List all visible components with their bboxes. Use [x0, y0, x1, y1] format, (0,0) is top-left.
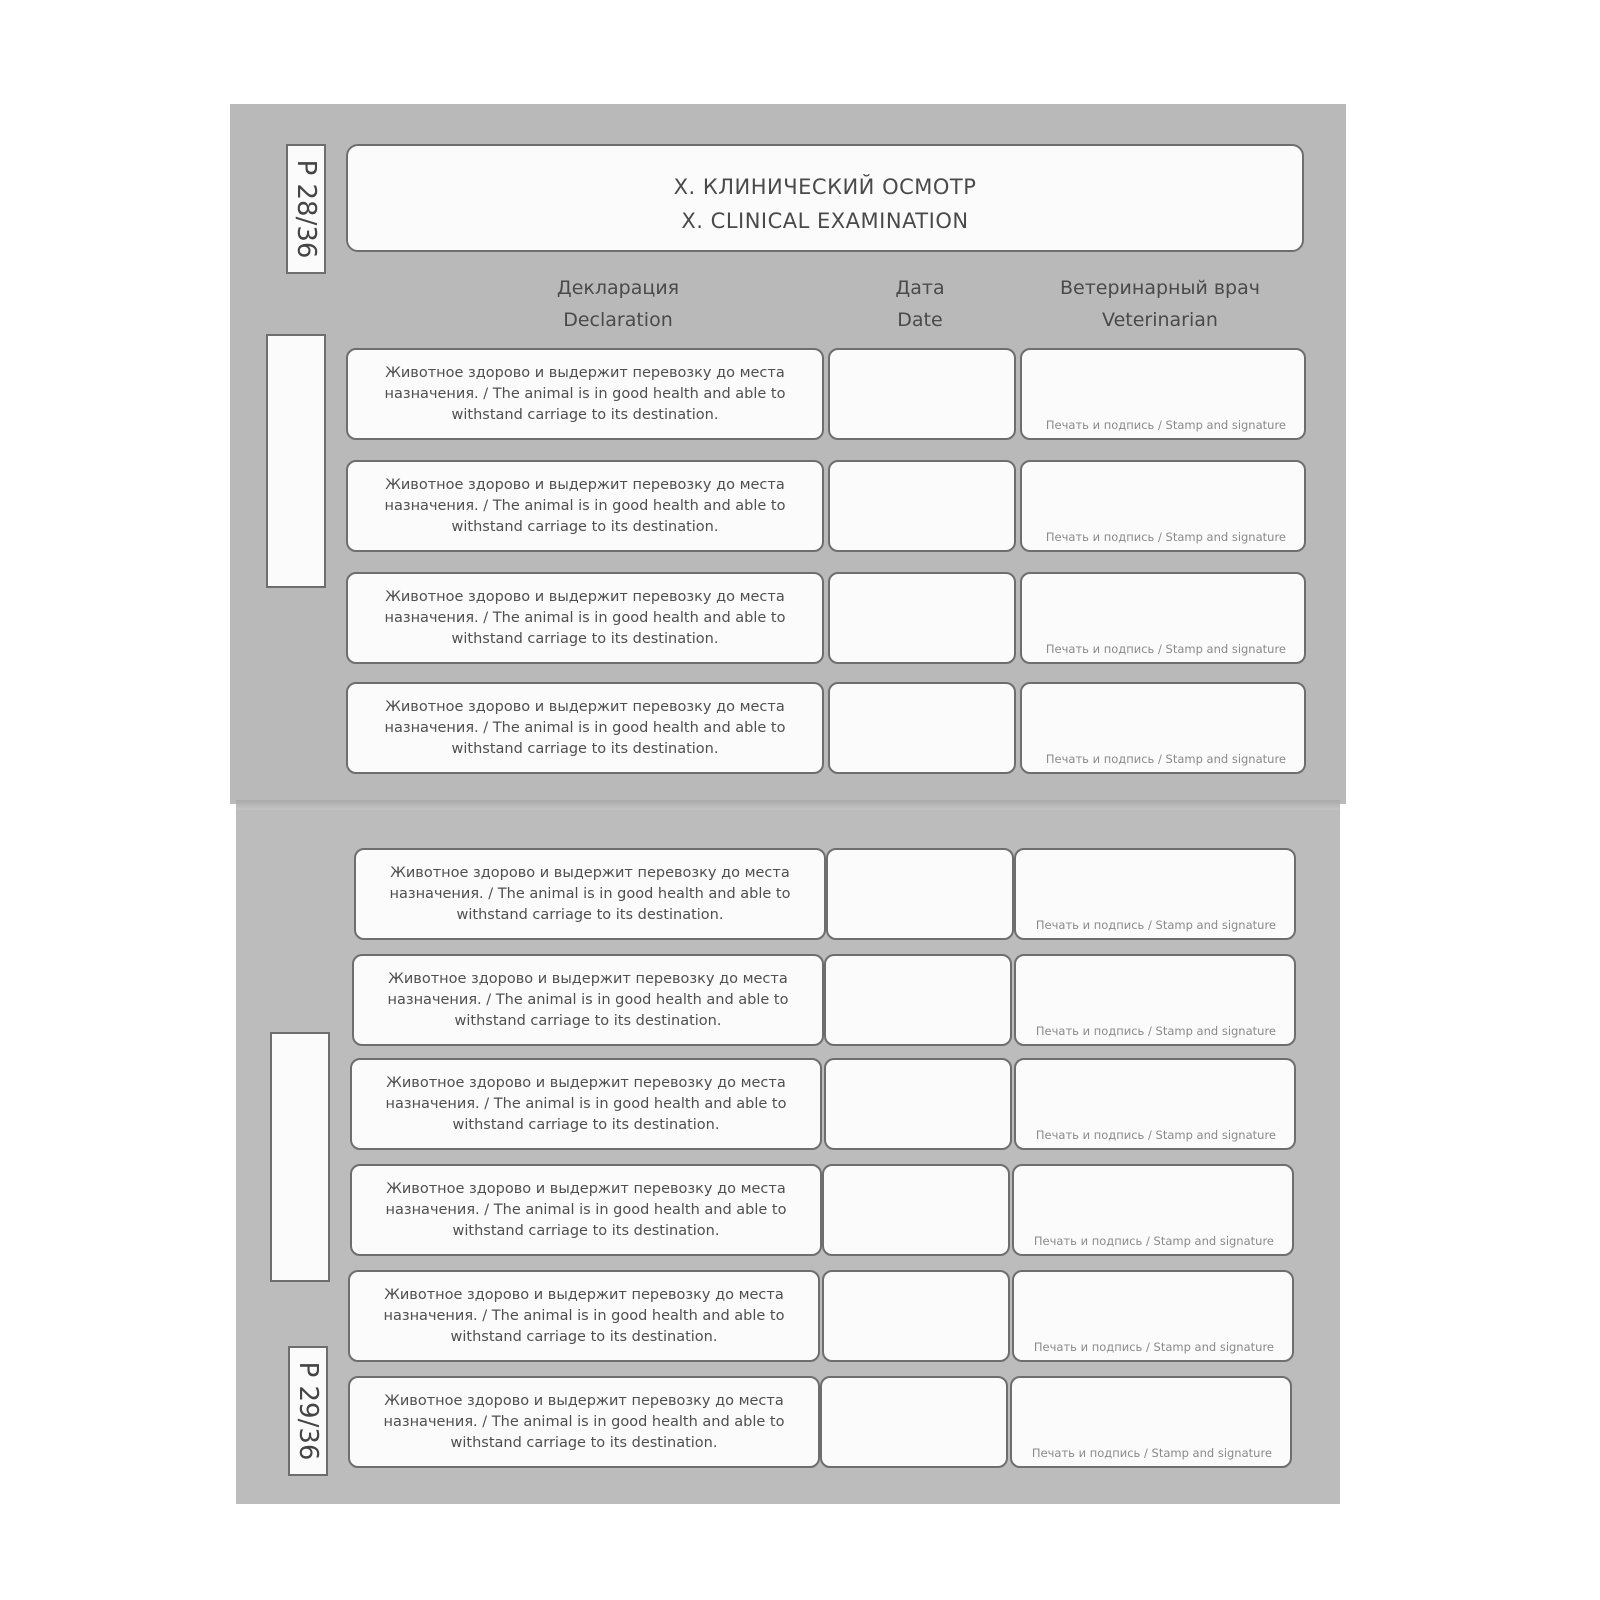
- stamp-signature-label: Печать и подпись / Stamp and signature: [1045, 642, 1286, 656]
- stamp-signature-label: Печать и подпись / Stamp and signature: [1033, 1340, 1274, 1354]
- declaration-cell: [350, 1164, 822, 1256]
- declaration-cell: [346, 460, 824, 552]
- column-header-declaration-ru: Декларация: [556, 277, 680, 299]
- declaration-cell: [346, 682, 824, 774]
- side-blank-slot-top: [266, 334, 326, 588]
- column-header-declaration-en: Declaration: [563, 309, 673, 331]
- veterinarian-signature-field[interactable]: [1014, 848, 1296, 940]
- column-header-veterinarian-ru: Ветеринарный врач: [1060, 277, 1260, 299]
- page-number-bottom-label: P 29/36: [293, 1361, 323, 1461]
- stamp-signature-label: Печать и подпись / Stamp and signature: [1035, 1024, 1276, 1038]
- date-field[interactable]: [828, 682, 1016, 774]
- declaration-text: Животное здорово и выдержит перевозку до места назначения. / The animal is in good health and able to withstand carriage to its destination.: [389, 864, 791, 923]
- date-field[interactable]: [828, 348, 1016, 440]
- date-field[interactable]: [824, 1058, 1012, 1150]
- declaration-cell: [348, 1376, 820, 1468]
- declaration-cell: [350, 1058, 822, 1150]
- veterinarian-signature-field[interactable]: [1012, 1270, 1294, 1362]
- veterinarian-signature-field[interactable]: [1020, 348, 1306, 440]
- column-header-veterinarian-en: Veterinarian: [1102, 309, 1218, 331]
- page-number-bottom: [288, 1346, 328, 1476]
- page-fold: [236, 800, 1340, 810]
- stamp-signature-label: Печать и подпись / Stamp and signature: [1045, 418, 1286, 432]
- date-field[interactable]: [824, 954, 1012, 1046]
- declaration-text: Животное здорово и выдержит перевозку до места назначения. / The animal is in good health and able to withstand carriage to its destination.: [387, 970, 789, 1029]
- declaration-cell: [352, 954, 824, 1046]
- stamp-signature-label: Печать и подпись / Stamp and signature: [1035, 918, 1276, 932]
- date-field[interactable]: [828, 572, 1016, 664]
- column-header-date-ru: Дата: [895, 277, 945, 299]
- declaration-text: Животное здорово и выдержит перевозку до места назначения. / The animal is in good health and able to withstand carriage to its destination.: [385, 1074, 787, 1133]
- declaration-cell: [348, 1270, 820, 1362]
- declaration-text: Животное здорово и выдержит перевозку до места назначения. / The animal is in good health and able to withstand carriage to its destination.: [384, 364, 786, 423]
- column-header-declaration: [518, 272, 718, 336]
- veterinarian-signature-field[interactable]: [1014, 954, 1296, 1046]
- date-field[interactable]: [820, 1376, 1008, 1468]
- date-field[interactable]: [826, 848, 1014, 940]
- declaration-text: Животное здорово и выдержит перевозку до места назначения. / The animal is in good health and able to withstand carriage to its destination.: [384, 476, 786, 535]
- section-title-ru: X. КЛИНИЧЕСКИЙ ОСМОТР: [673, 175, 977, 199]
- stamp-signature-label: Печать и подпись / Stamp and signature: [1033, 1234, 1274, 1248]
- date-field[interactable]: [822, 1270, 1010, 1362]
- column-header-date-en: Date: [897, 309, 943, 331]
- stamp-signature-label: Печать и подпись / Stamp and signature: [1045, 752, 1286, 766]
- stamp-signature-label: Печать и подпись / Stamp and signature: [1045, 530, 1286, 544]
- section-title-box: [346, 144, 1304, 252]
- declaration-cell: [354, 848, 826, 940]
- veterinarian-signature-field[interactable]: [1010, 1376, 1292, 1468]
- stamp-signature-label: Печать и подпись / Stamp and signature: [1031, 1446, 1272, 1460]
- declaration-text: Животное здорово и выдержит перевозку до места назначения. / The animal is in good health and able to withstand carriage to its destination.: [383, 1392, 785, 1451]
- declaration-text: Животное здорово и выдержит перевозку до места назначения. / The animal is in good health and able to withstand carriage to its destination.: [384, 698, 786, 757]
- page-number-top-label: P 28/36: [291, 159, 321, 259]
- declaration-cell: [346, 348, 824, 440]
- declaration-text: Животное здорово и выдержит перевозку до места назначения. / The animal is in good health and able to withstand carriage to its destination.: [385, 1180, 787, 1239]
- column-header-veterinarian: [1040, 272, 1280, 336]
- stamp-signature-label: Печать и подпись / Stamp and signature: [1035, 1128, 1276, 1142]
- column-header-date: [860, 272, 980, 336]
- veterinarian-signature-field[interactable]: [1012, 1164, 1294, 1256]
- section-title-en: X. CLINICAL EXAMINATION: [681, 209, 969, 233]
- declaration-cell: [346, 572, 824, 664]
- side-blank-slot-bottom: [270, 1032, 330, 1282]
- declaration-text: Животное здорово и выдержит перевозку до места назначения. / The animal is in good health and able to withstand carriage to its destination.: [383, 1286, 785, 1345]
- declaration-text: Животное здорово и выдержит перевозку до места назначения. / The animal is in good health and able to withstand carriage to its destination.: [384, 588, 786, 647]
- veterinarian-signature-field[interactable]: [1014, 1058, 1296, 1150]
- date-field[interactable]: [828, 460, 1016, 552]
- veterinarian-signature-field[interactable]: [1020, 460, 1306, 552]
- veterinarian-signature-field[interactable]: [1020, 572, 1306, 664]
- page-number-top: [286, 144, 326, 274]
- veterinarian-signature-field[interactable]: [1020, 682, 1306, 774]
- date-field[interactable]: [822, 1164, 1010, 1256]
